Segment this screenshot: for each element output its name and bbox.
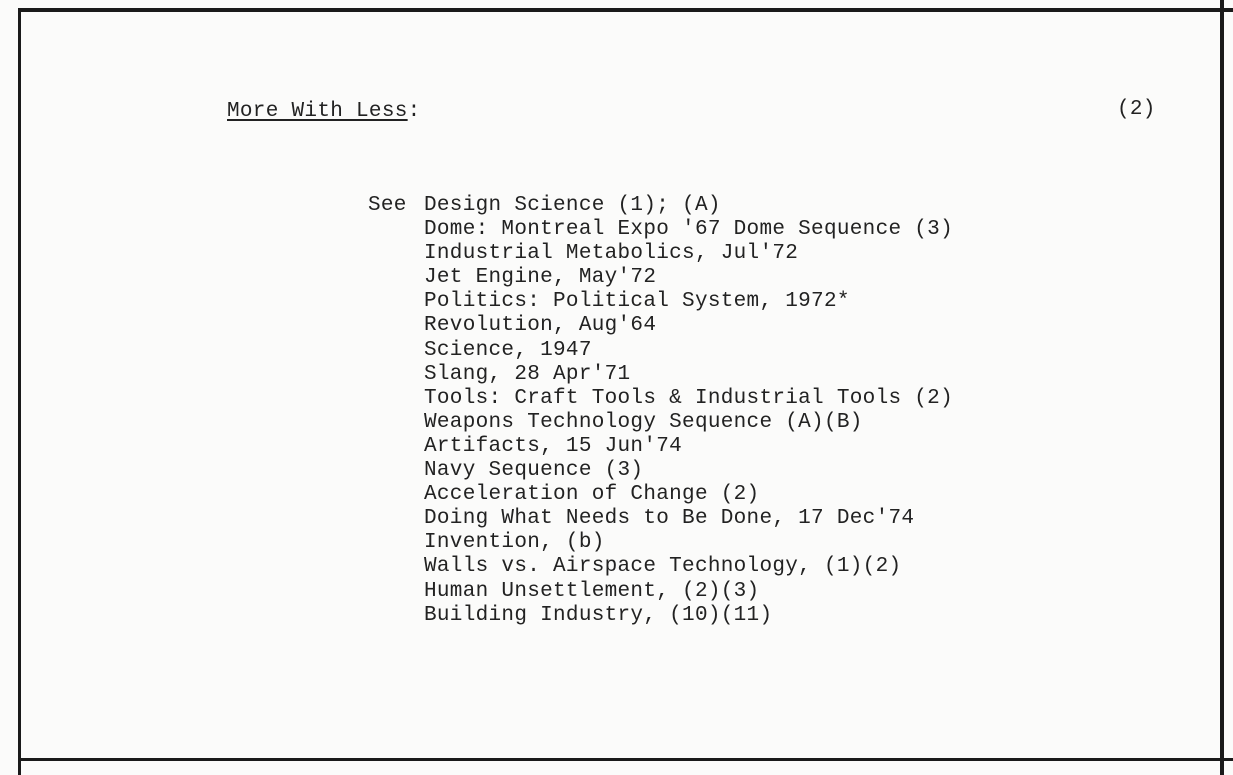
reference-item: Weapons Technology Sequence (A)(B): [424, 410, 863, 434]
reference-item: Design Science (1); (A): [424, 194, 721, 217]
reference-item: Dome: Montreal Expo '67 Dome Sequence (3): [424, 218, 953, 242]
reference-item: Navy Sequence (3): [424, 459, 644, 483]
card-border-left: [18, 8, 21, 775]
reference-item: Walls vs. Airspace Technology, (1)(2): [424, 555, 902, 579]
heading-colon: :: [407, 100, 421, 123]
card-border-bottom: [18, 758, 1233, 761]
reference-item: Industrial Metabolics, Jul'72: [424, 242, 799, 266]
reference-item: Tools: Craft Tools & Industrial Tools (2): [424, 386, 953, 410]
reference-item: Building Industry, (10)(11): [424, 603, 773, 627]
card-heading: [227, 100, 421, 123]
heading-title: More With Less: [227, 100, 408, 123]
reference-item: Jet Engine, May'72: [424, 266, 657, 290]
reference-item: Acceleration of Change (2): [424, 483, 760, 507]
reference-item: Invention, (b): [424, 531, 605, 555]
reference-item: Revolution, Aug'64: [424, 314, 657, 338]
see-label: See: [368, 194, 407, 217]
reference-item: Human Unsettlement, (2)(3): [424, 579, 760, 603]
card-number: (2): [1117, 98, 1156, 121]
reference-item: Doing What Needs to Be Done, 17 Dec'74: [424, 507, 915, 531]
card-border-top: [18, 8, 1233, 12]
reference-item: Politics: Political System, 1972*: [424, 290, 850, 314]
reference-item: Science, 1947: [424, 338, 592, 362]
reference-list: [424, 194, 953, 628]
card-border-right: [1220, 0, 1224, 775]
reference-item: Artifacts, 15 Jun'74: [424, 434, 683, 458]
reference-item: Slang, 28 Apr'71: [424, 362, 631, 386]
